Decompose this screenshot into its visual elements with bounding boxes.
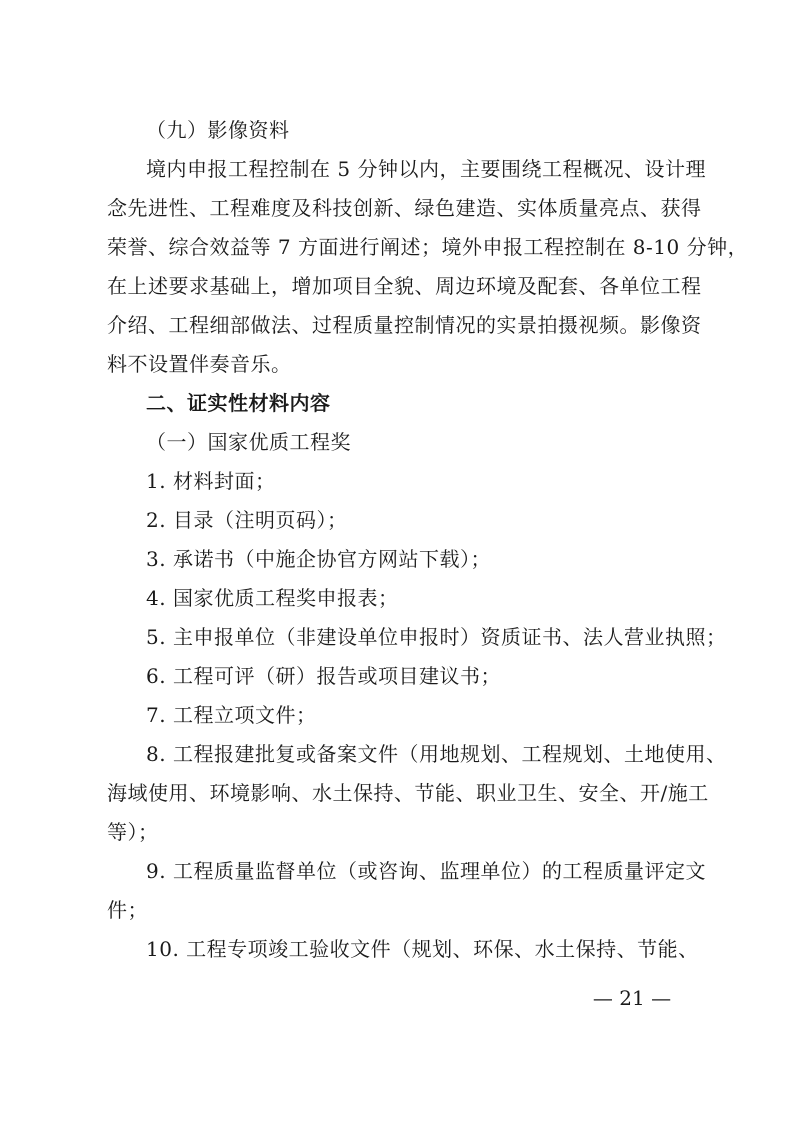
paragraph-line: 境内申报工程控制在 5 分钟以内，主要围绕工程概况、设计理 — [146, 157, 706, 181]
paragraph-line: 料不设置伴奏音乐。 — [107, 352, 292, 376]
list-item: 9. 工程质量监督单位（或咨询、监理单位）的工程质量评定文 — [146, 859, 706, 883]
list-item-continuation: 等）； — [107, 820, 159, 844]
list-item-continuation: 海域使用、环境影响、水土保持、节能、职业卫生、安全、开/施工 — [107, 781, 709, 805]
list-item: 5. 主申报单位（非建设单位申报时）资质证书、法人营业执照； — [146, 625, 727, 649]
paragraph-line: 在上述要求基础上，增加项目全貌、周边环境及配套、各单位工程 — [107, 274, 702, 298]
list-item: 1. 材料封面； — [146, 469, 276, 493]
list-item: 6. 工程可评（研）报告或项目建议书； — [146, 664, 501, 688]
page-number: — 21 — — [592, 986, 672, 1010]
paragraph-line: 念先进性、工程难度及科技创新、绿色建造、实体质量亮点、获得 — [107, 196, 702, 220]
section-9-heading: （九）影像资料 — [146, 118, 290, 142]
paragraph-line: 荣誉、综合效益等 7 方面进行阐述；境外申报工程控制在 8-10 分钟， — [107, 235, 749, 259]
paragraph-line: 介绍、工程细部做法、过程质量控制情况的实景拍摄视频。影像资 — [107, 313, 702, 337]
part-2-heading: 二、证实性材料内容 — [146, 391, 331, 415]
list-item: 3. 承诺书（中施企协官方网站下载）； — [146, 547, 491, 571]
list-item: 10. 工程专项竣工验收文件（规划、环保、水土保持、节能、 — [146, 937, 699, 961]
list-item-continuation: 件； — [107, 898, 148, 922]
part-2-subheading: （一）国家优质工程奖 — [146, 430, 351, 454]
list-item: 4. 国家优质工程奖申报表； — [146, 586, 399, 610]
list-item: 8. 工程报建批复或备案文件（用地规划、工程规划、土地使用、 — [146, 742, 727, 766]
list-item: 2. 目录（注明页码）； — [146, 508, 348, 532]
list-item: 7. 工程立项文件； — [146, 703, 317, 727]
